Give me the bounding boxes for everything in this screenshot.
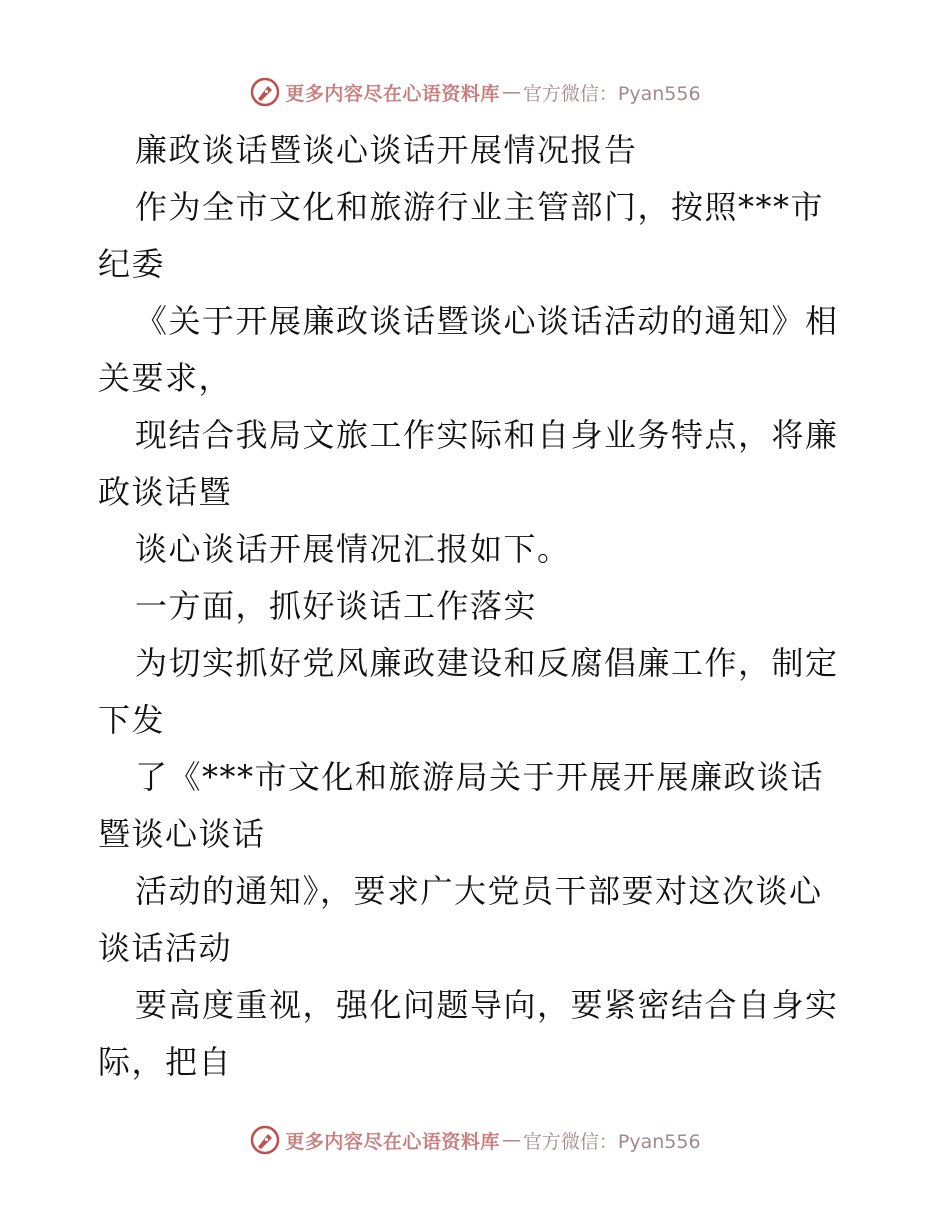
footer-watermark bbox=[0, 1120, 950, 1160]
document-title: 廉政谈话暨谈心谈话开展情况报告 bbox=[135, 131, 638, 169]
watermark-wechat-text: 官方微信：Pyan556 bbox=[522, 1130, 701, 1153]
text-line: 谈话活动 bbox=[98, 929, 233, 967]
text-line: 为切实抓好党风廉政建设和反腐倡廉工作，制定 bbox=[135, 644, 839, 682]
watermark-dash: — bbox=[501, 81, 521, 103]
text-line: 了《***市文化和旅游局关于开展开展廉政谈话 bbox=[135, 758, 825, 796]
text-line: 关要求， bbox=[98, 359, 233, 397]
pen-nib-logo-icon bbox=[249, 1124, 281, 1156]
text-line: 暨谈心谈话 bbox=[98, 815, 266, 853]
text-line: 现结合我局文旅工作实际和自身业务特点，将廉 bbox=[135, 416, 839, 454]
text-line: 要高度重视，强化问题导向，要紧密结合自身实 bbox=[135, 986, 839, 1024]
text-line: 作为全市文化和旅游行业主管部门，按照***市 bbox=[135, 188, 825, 226]
pen-nib-logo-icon bbox=[249, 76, 281, 108]
watermark-main-text: 更多内容尽在心语资料库 bbox=[285, 1130, 500, 1153]
header-watermark bbox=[0, 72, 950, 112]
watermark-wechat-text: 官方微信：Pyan556 bbox=[522, 82, 701, 105]
document-body bbox=[98, 122, 858, 1091]
section-heading: 一方面，抓好谈话工作落实 bbox=[135, 587, 538, 625]
text-line: 纪委 bbox=[98, 245, 166, 283]
text-line: 下发 bbox=[98, 701, 166, 739]
text-line: 政谈话暨 bbox=[98, 473, 233, 511]
text-line: 《关于开展廉政谈话暨谈心谈话活动的通知》相 bbox=[135, 302, 839, 340]
watermark-main-text: 更多内容尽在心语资料库 bbox=[285, 82, 500, 105]
text-line: 谈心谈话开展情况汇报如下。 bbox=[135, 530, 571, 568]
text-line: 际，把自 bbox=[98, 1043, 233, 1081]
watermark-dash: — bbox=[501, 1129, 521, 1151]
text-line: 活动的通知》，要求广大党员干部要对这次谈心 bbox=[135, 872, 823, 910]
